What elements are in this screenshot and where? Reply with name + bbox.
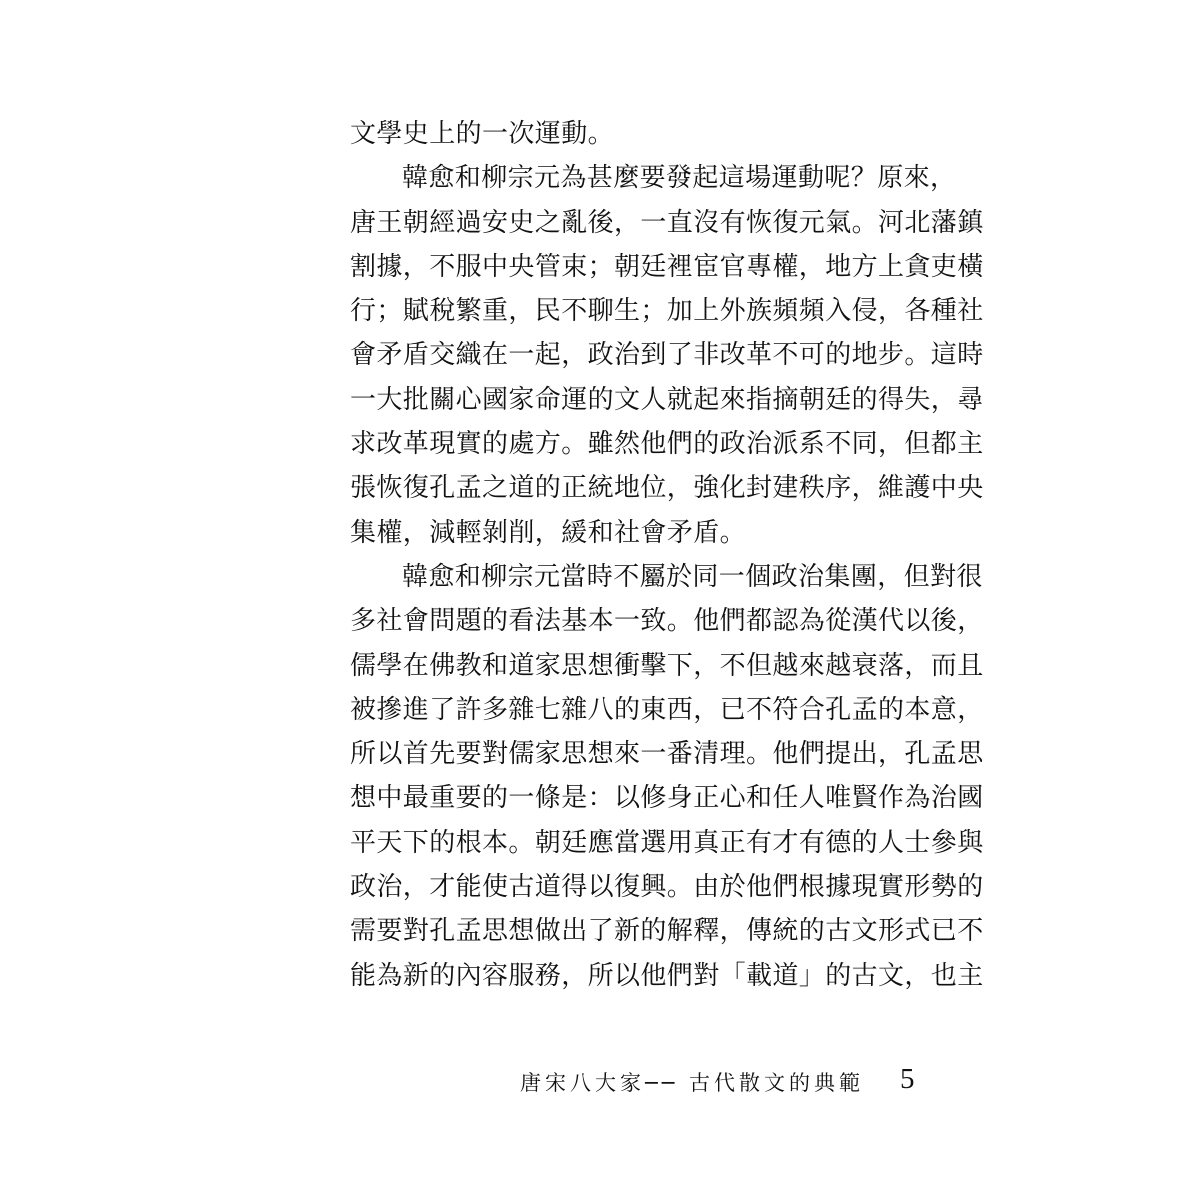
text-line: 會矛盾交織在一起，政治到了非改革不可的地步。這時	[350, 340, 984, 371]
text-line: 想中最重要的一條是：以修身正心和任人唯賢作為治國	[350, 783, 984, 814]
text-line: 能為新的內容服務，所以他們對「載道」的古文，也主	[350, 960, 984, 991]
text-line: 張恢復孔孟之道的正統地位，強化封建秩序，維護中央	[350, 473, 984, 504]
text-line: 所以首先要對儒家思想來一番清理。他們提出，孔孟思	[350, 739, 984, 770]
text-line: 一大批關心國家命運的文人就起來指摘朝廷的得失，尋	[350, 384, 984, 415]
text-line: 求改革現實的處方。雖然他們的政治派系不同，但都主	[350, 429, 984, 460]
running-head: 唐宋八大家── 古代散文的典範	[520, 1071, 864, 1095]
paragraph-first-line: 韓愈和柳宗元當時不屬於同一個政治集團，但對很	[402, 561, 983, 592]
text-line: 集權，減輕剝削，緩和社會矛盾。	[350, 517, 747, 548]
text-line: 多社會問題的看法基本一致。他們都認為從漢代以後，	[350, 606, 984, 637]
text-line: 平天下的根本。朝廷應當選用真正有才有德的人士參與	[350, 827, 984, 858]
page-footer	[520, 1063, 920, 1103]
text-line: 被摻進了許多雜七雜八的東西，已不符合孔孟的本意，	[350, 694, 984, 725]
text-line: 儒學在佛教和道家思想衝擊下，不但越來越衰落，而且	[350, 650, 984, 681]
text-line: 文學史上的一次運動。	[350, 119, 615, 149]
text-line: 政治，才能使古道得以復興。由於他們根據現實形勢的	[350, 872, 984, 903]
paragraph-first-line: 韓愈和柳宗元為甚麼要發起這場運動呢？原來，	[402, 163, 957, 194]
body-text	[350, 112, 984, 998]
text-line: 行；賦稅繁重，民不聊生；加上外族頻頻入侵，各種社	[350, 296, 984, 327]
text-line: 割據，不服中央管束；朝廷裡宦官專權，地方上貪吏橫	[350, 251, 984, 282]
page-number: 5	[900, 1063, 915, 1095]
text-line: 唐王朝經過安史之亂後，一直沒有恢復元氣。河北藩鎮	[350, 207, 984, 238]
text-line: 需要對孔孟思想做出了新的解釋，傳統的古文形式已不	[350, 916, 984, 947]
